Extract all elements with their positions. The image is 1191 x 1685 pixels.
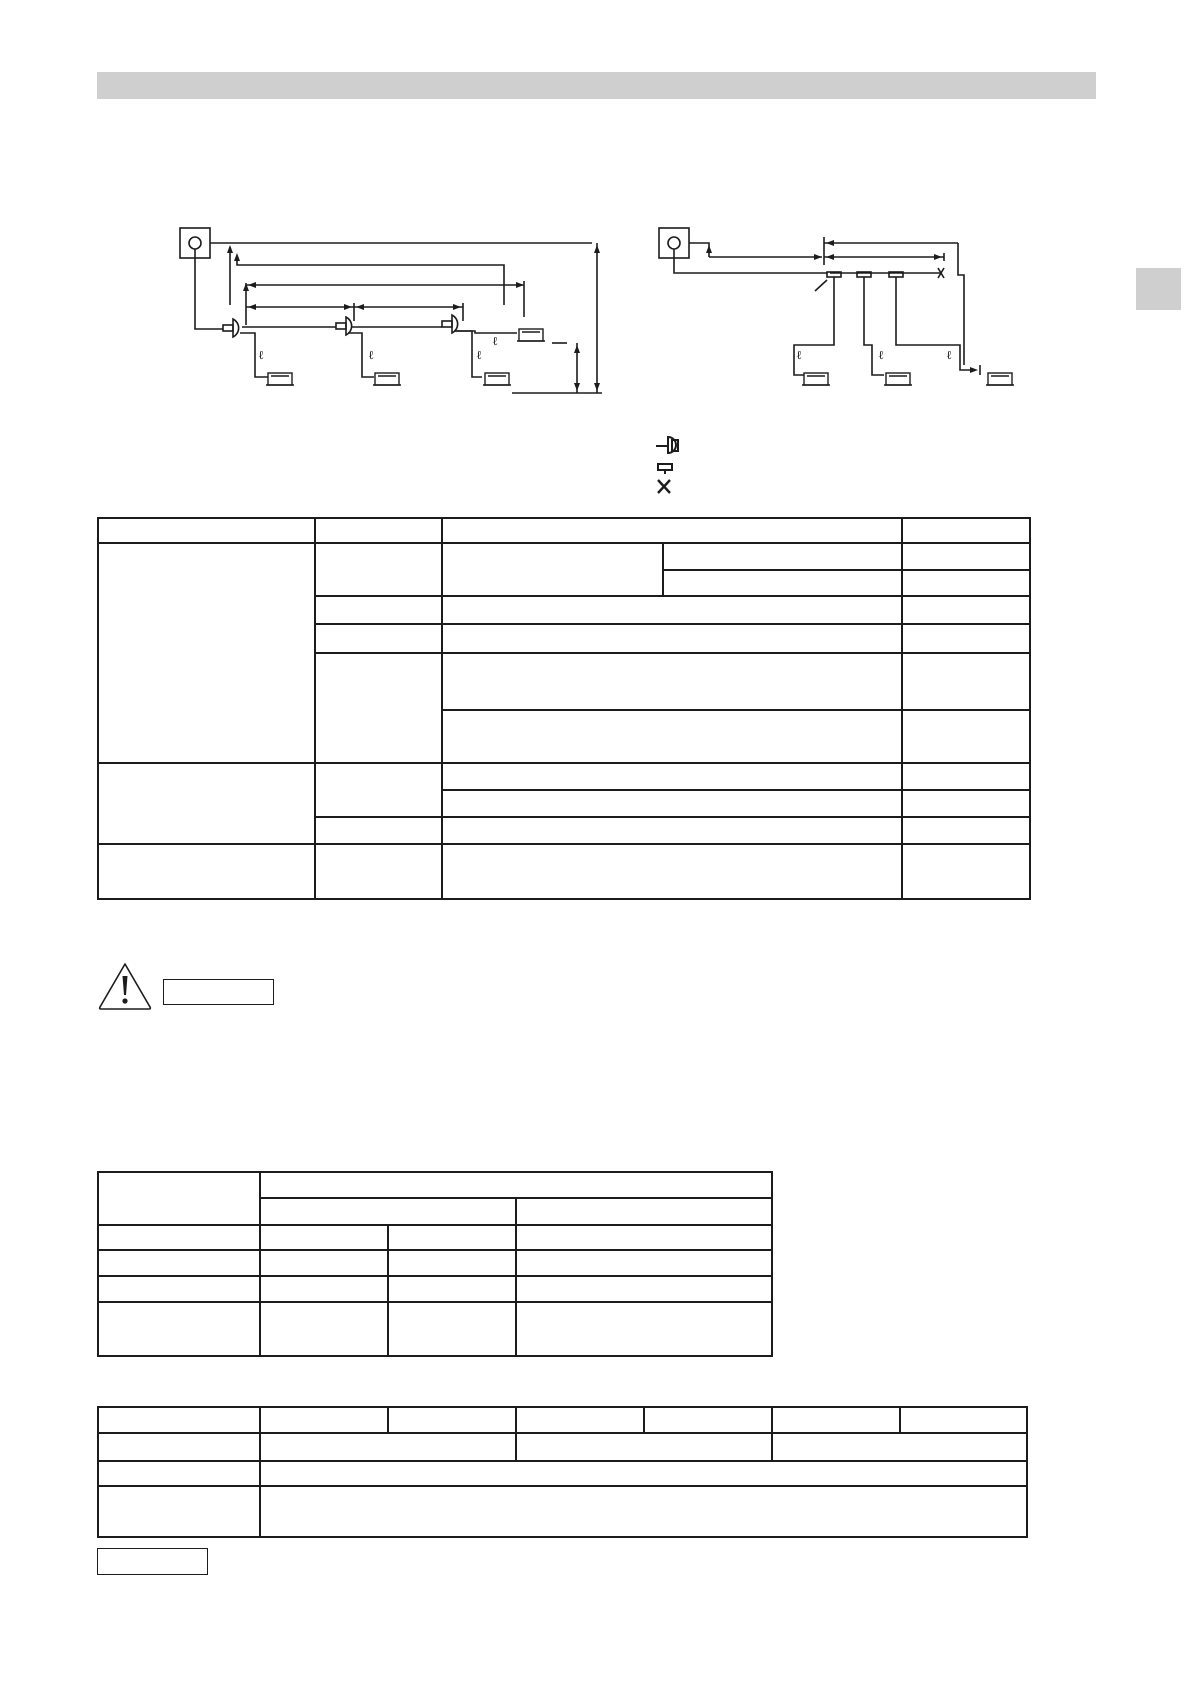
table-row (98, 844, 1030, 899)
indoor-unit-icon (986, 373, 1014, 385)
table-cell (516, 1276, 772, 1302)
table-cell (388, 1250, 516, 1276)
indoor-unit-icon (517, 329, 545, 341)
table-cell (315, 817, 442, 844)
table-cell (663, 570, 902, 596)
table-cell (315, 543, 442, 596)
table-cell (260, 1461, 1027, 1486)
table-cell (315, 624, 442, 653)
note-label-box (97, 1548, 208, 1575)
table-cell (388, 1276, 516, 1302)
table-cell (315, 518, 442, 543)
branch-joint-icon (223, 315, 458, 337)
table-cell (902, 790, 1030, 817)
table-cell (315, 763, 442, 817)
table-cell (260, 1250, 388, 1276)
branch-joint-piping-diagram (172, 225, 612, 400)
table-cell (98, 1250, 260, 1276)
section-header-bar (97, 72, 1096, 99)
table-cell (260, 1433, 516, 1461)
symbol-legend (651, 433, 691, 499)
table-cell (315, 596, 442, 624)
header-icon (658, 464, 672, 474)
pipe-end-cap-icon (658, 480, 670, 493)
table-cell (98, 518, 315, 543)
table-cell (902, 653, 1030, 710)
table-row (98, 1461, 1027, 1486)
branch-length-label: ℓ (368, 348, 374, 362)
table-cell (260, 1172, 772, 1198)
table-row (98, 543, 1030, 570)
table-cell (442, 596, 902, 624)
table-row (98, 1302, 772, 1356)
table-cell (442, 518, 902, 543)
table-row (98, 763, 1030, 790)
table-cell (98, 763, 315, 844)
branch-pipe-table (97, 1406, 1028, 1538)
chapter-side-tab (1136, 268, 1181, 310)
table-row (98, 1486, 1027, 1537)
table-cell (902, 596, 1030, 624)
refrigerant-pipe-size-table (97, 1171, 773, 1357)
table-cell (260, 1198, 516, 1225)
table-cell (900, 1407, 1027, 1433)
table-cell (902, 570, 1030, 596)
table-row (98, 1225, 772, 1250)
table-cell (902, 543, 1030, 570)
table-cell (516, 1407, 644, 1433)
table-header-row (98, 1407, 1027, 1433)
table-cell (260, 1225, 388, 1250)
table-cell (98, 844, 315, 899)
table-cell (388, 1407, 516, 1433)
table-cell (98, 1172, 260, 1225)
table-cell (772, 1407, 900, 1433)
indoor-unit-icon (266, 373, 294, 385)
table-cell (442, 790, 902, 817)
branch-joint-icon (656, 437, 678, 453)
table-cell (315, 844, 442, 899)
warning-triangle-icon (97, 961, 153, 1011)
table-cell (98, 543, 315, 763)
table-cell (442, 710, 902, 763)
table-cell (260, 1276, 388, 1302)
table-cell (442, 543, 663, 596)
indoor-unit-icon (802, 373, 830, 385)
table-cell (260, 1486, 1027, 1537)
branch-length-label: ℓ (258, 348, 264, 362)
table-row (98, 1433, 1027, 1461)
piping-length-table (97, 517, 1031, 900)
table-row (98, 1250, 772, 1276)
table-cell (902, 817, 1030, 844)
table-cell (98, 1276, 260, 1302)
table-cell (98, 1302, 260, 1356)
indoor-unit-icon (483, 373, 511, 385)
table-cell (442, 817, 902, 844)
table-cell (902, 518, 1030, 543)
table-cell (98, 1407, 260, 1433)
branch-length-label: ℓ (796, 348, 802, 362)
table-header-row (98, 518, 1030, 543)
table-cell (902, 763, 1030, 790)
table-row (98, 1276, 772, 1302)
table-cell (260, 1302, 388, 1356)
table-cell (902, 844, 1030, 899)
indoor-unit-icon (373, 373, 401, 385)
table-cell (98, 1225, 260, 1250)
table-cell (442, 624, 902, 653)
table-cell (516, 1250, 772, 1276)
table-cell (663, 543, 902, 570)
table-cell (260, 1407, 388, 1433)
indoor-unit-icon (884, 373, 912, 385)
warning-label-box (163, 979, 274, 1005)
table-cell (98, 1486, 260, 1537)
table-cell (516, 1198, 772, 1225)
header-piping-diagram (652, 225, 1036, 400)
table-cell (388, 1302, 516, 1356)
table-cell (442, 653, 902, 710)
branch-length-label: ℓ (492, 334, 498, 348)
table-cell (388, 1225, 516, 1250)
table-cell (98, 1433, 260, 1461)
table-cell (902, 710, 1030, 763)
branch-length-label: ℓ (878, 348, 884, 362)
branch-length-label: ℓ (476, 348, 482, 362)
table-cell (516, 1302, 772, 1356)
table-cell (772, 1433, 1027, 1461)
table-cell (516, 1433, 772, 1461)
table-cell (644, 1407, 772, 1433)
table-cell (516, 1225, 772, 1250)
table-cell (902, 624, 1030, 653)
table-cell (442, 763, 902, 790)
table-cell (98, 1461, 260, 1486)
table-cell (315, 653, 442, 763)
branch-length-label: ℓ (946, 348, 952, 362)
table-header-row (98, 1172, 772, 1198)
table-cell (442, 844, 902, 899)
